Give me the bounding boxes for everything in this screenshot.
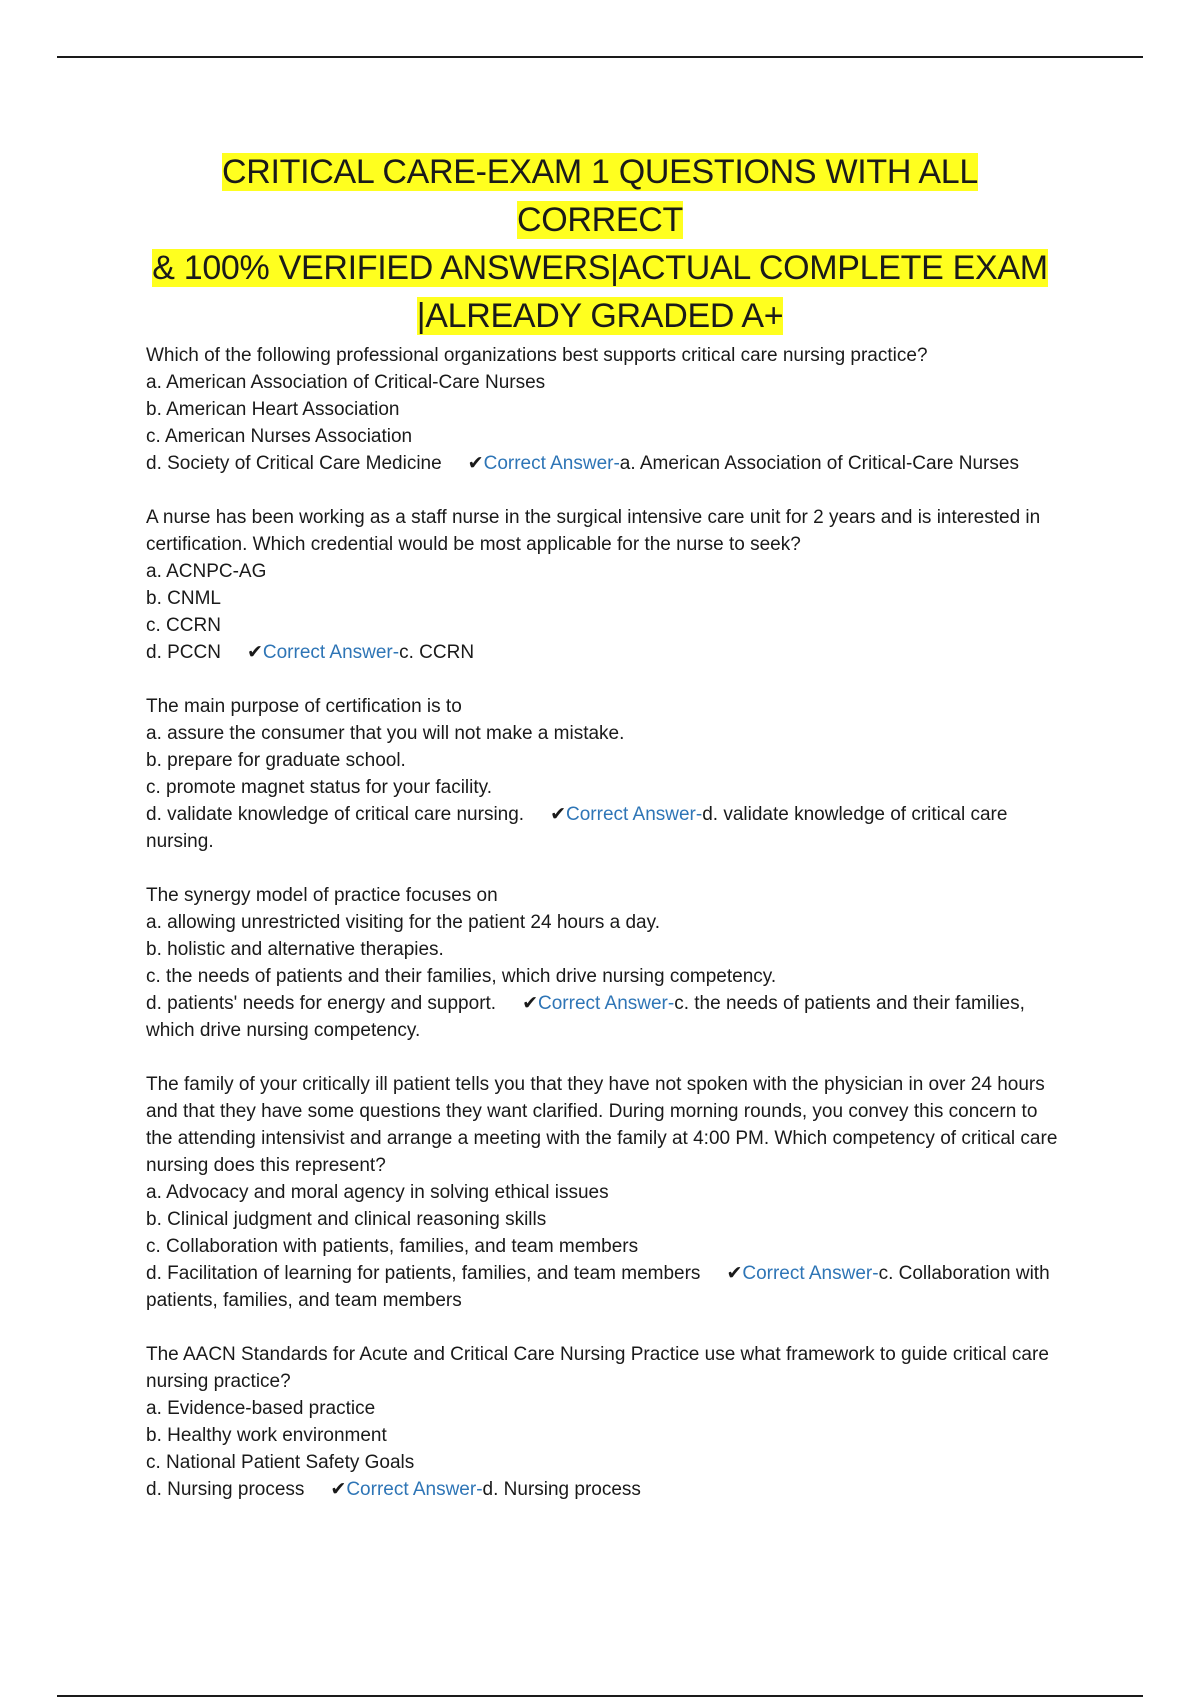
option-d-with-answer	[146, 990, 1066, 1044]
option-c: c. National Patient Safety Goals	[146, 1452, 415, 1473]
correct-answer-label: Correct Answer-	[262, 642, 400, 663]
top-rule	[57, 56, 1143, 58]
option-c: c. American Nurses Association	[146, 426, 413, 447]
option-a: a. ACNPC-AG	[146, 561, 267, 582]
bottom-rule	[57, 1695, 1143, 1697]
option-a: a. assure the consumer that you will not make a mistake.	[146, 723, 625, 744]
option-d: d. PCCN	[146, 642, 221, 663]
option-b: b. holistic and alternative therapies.	[146, 939, 444, 960]
title-line-2: & 100% VERIFIED ANSWERS|ACTUAL COMPLETE EXAM	[152, 249, 1048, 287]
question-2	[146, 504, 1066, 666]
correct-answer-label: Correct Answer-	[538, 993, 675, 1014]
option-d-with-answer	[146, 639, 1066, 666]
question-stem: The family of your critically ill patient tells you that they have not spoken with the physician in over 24 hours and that they have some questions they want clarified. During morning rounds, you convey this concern to the attending intensivist and arrange a meeting with the family at 4:00 PM. Which competency of critical care nursing does this represent?	[146, 1074, 1058, 1176]
option-d-with-answer	[146, 801, 1066, 855]
check-icon: ✔	[330, 1479, 347, 1500]
title-line-1: CRITICAL CARE-EXAM 1 QUESTIONS WITH ALL CORRECT	[222, 153, 978, 239]
option-c: c. the needs of patients and their families, which drive nursing competency.	[146, 966, 777, 987]
question-3	[146, 693, 1066, 855]
option-b: b. Healthy work environment	[146, 1425, 387, 1446]
option-c: c. Collaboration with patients, families, and team members	[146, 1236, 639, 1257]
question-4	[146, 882, 1066, 1044]
option-c: c. CCRN	[146, 615, 221, 636]
check-icon: ✔	[467, 453, 484, 474]
question-stem: Which of the following professional organizations best supports critical care nursing practice?	[146, 345, 928, 366]
title-line-3: |ALREADY GRADED A+	[416, 297, 784, 335]
question-stem: The synergy model of practice focuses on	[146, 885, 498, 906]
question-5	[146, 1071, 1066, 1314]
option-b: b. CNML	[146, 588, 221, 609]
option-d-with-answer	[146, 450, 1066, 477]
option-d: d. Facilitation of learning for patients, families, and team members	[146, 1263, 701, 1284]
check-icon: ✔	[550, 804, 567, 825]
question-1	[146, 342, 1066, 477]
option-c: c. promote magnet status for your facility.	[146, 777, 493, 798]
option-d: d. patients' needs for energy and support.	[146, 993, 497, 1014]
correct-answer-label: Correct Answer-	[566, 804, 703, 825]
option-a: a. Evidence-based practice	[146, 1398, 376, 1419]
option-a: a. allowing unrestricted visiting for the patient 24 hours a day.	[146, 912, 660, 933]
correct-answer-label: Correct Answer-	[483, 453, 620, 474]
correct-answer-text: d. validate knowledge of critical care nursing.	[146, 804, 1008, 852]
option-d: d. Society of Critical Care Medicine	[146, 453, 442, 474]
correct-answer-text: d. Nursing process	[482, 1479, 641, 1500]
question-list	[146, 342, 1066, 1530]
option-d-with-answer	[146, 1476, 1066, 1503]
option-b: b. prepare for graduate school.	[146, 750, 406, 771]
correct-answer-text: c. CCRN	[399, 642, 475, 663]
option-d: d. Nursing process	[146, 1479, 305, 1500]
option-b: b. Clinical judgment and clinical reasoning skills	[146, 1209, 547, 1230]
correct-answer-text: c. the needs of patients and their families, which drive nursing competency.	[146, 993, 1025, 1041]
correct-answer-label: Correct Answer-	[742, 1263, 879, 1284]
check-icon: ✔	[726, 1263, 743, 1284]
question-stem: The main purpose of certification is to	[146, 696, 462, 717]
correct-answer-text: c. Collaboration with patients, families, and team members	[146, 1263, 1050, 1311]
check-icon: ✔	[246, 642, 263, 663]
option-a: a. American Association of Critical-Care Nurses	[146, 372, 546, 393]
option-b: b. American Heart Association	[146, 399, 400, 420]
option-d: d. validate knowledge of critical care nursing.	[146, 804, 525, 825]
correct-answer-label: Correct Answer-	[346, 1479, 483, 1500]
option-a: a. Advocacy and moral agency in solving ethical issues	[146, 1182, 609, 1203]
question-6	[146, 1341, 1066, 1503]
question-stem: A nurse has been working as a staff nurse in the surgical intensive care unit for 2 years and is interested in certification. Which credential would be most applicable for the nurse to seek?	[146, 507, 1041, 555]
question-stem: The AACN Standards for Acute and Critical Care Nursing Practice use what framework to guide critical care nursing practice?	[146, 1344, 1049, 1392]
document-title	[140, 148, 1060, 340]
option-d-with-answer	[146, 1260, 1066, 1314]
check-icon: ✔	[522, 993, 539, 1014]
correct-answer-text: a. American Association of Critical-Care Nurses	[619, 453, 1019, 474]
